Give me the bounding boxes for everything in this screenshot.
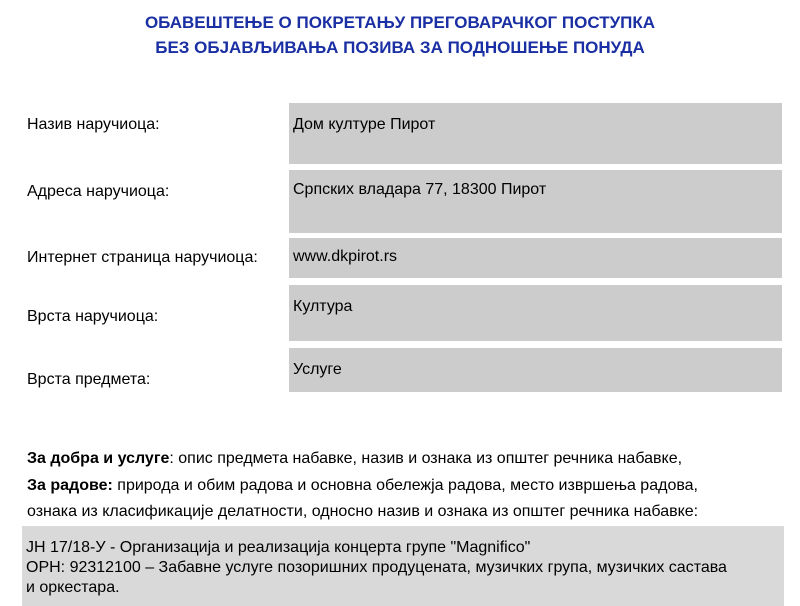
procurement-subject-line-1: ЈН 17/18-У - Организација и реализација концерта групе "Magnifico" <box>26 539 531 556</box>
contracting-authority-type-value: Култура <box>289 285 782 341</box>
contracting-authority-name-value: Дом културе Пирот <box>289 103 782 164</box>
goods-services-instruction <box>27 446 787 471</box>
procurement-type-label: Врста предмета: <box>27 371 151 388</box>
contracting-authority-name-label: Назив наручиоца: <box>27 116 160 133</box>
procurement-type-value: Услуге <box>289 348 782 392</box>
contracting-authority-website-value: www.dkpirot.rs <box>289 238 782 278</box>
works-text: природа и обим радова и основна обележја радова, место извршења радова, <box>112 477 698 494</box>
contracting-authority-type-label: Врста наручиоца: <box>27 308 159 325</box>
procurement-subject-line-2: ОРН: 92312100 – Забавне услуге позоришних продуцената, музичких група, музичких састава <box>26 559 727 576</box>
contracting-authority-address-value: Српских владара 77, 18300 Пирот <box>289 170 782 233</box>
classification-instruction: ознака из класификације делатности, односно назив и ознака из општег речника набавке: <box>27 503 699 520</box>
procurement-subject-line-3: и оркестара. <box>26 579 120 596</box>
contracting-authority-address-label: Адреса наручиоца: <box>27 183 170 200</box>
title-line-2: БЕЗ ОБЈАВЉИВАЊА ПОЗИВА ЗА ПОДНОШЕЊЕ ПОНУДА <box>155 38 645 57</box>
page-title <box>0 10 800 60</box>
procurement-subject-box <box>22 526 784 606</box>
works-label: За радове: <box>27 477 113 494</box>
goods-services-text: : опис предмета набавке, назив и ознака из општег речника набавке, <box>169 450 683 467</box>
works-instruction <box>27 473 787 498</box>
title-line-1: ОБАВЕШТЕЊЕ О ПОКРЕТАЊУ ПРЕГОВАРАЧКОГ ПОСТУПКА <box>144 13 656 32</box>
goods-services-label: За добра и услуге <box>27 450 170 467</box>
contracting-authority-website-label: Интернет страница наручиоца: <box>27 249 258 266</box>
